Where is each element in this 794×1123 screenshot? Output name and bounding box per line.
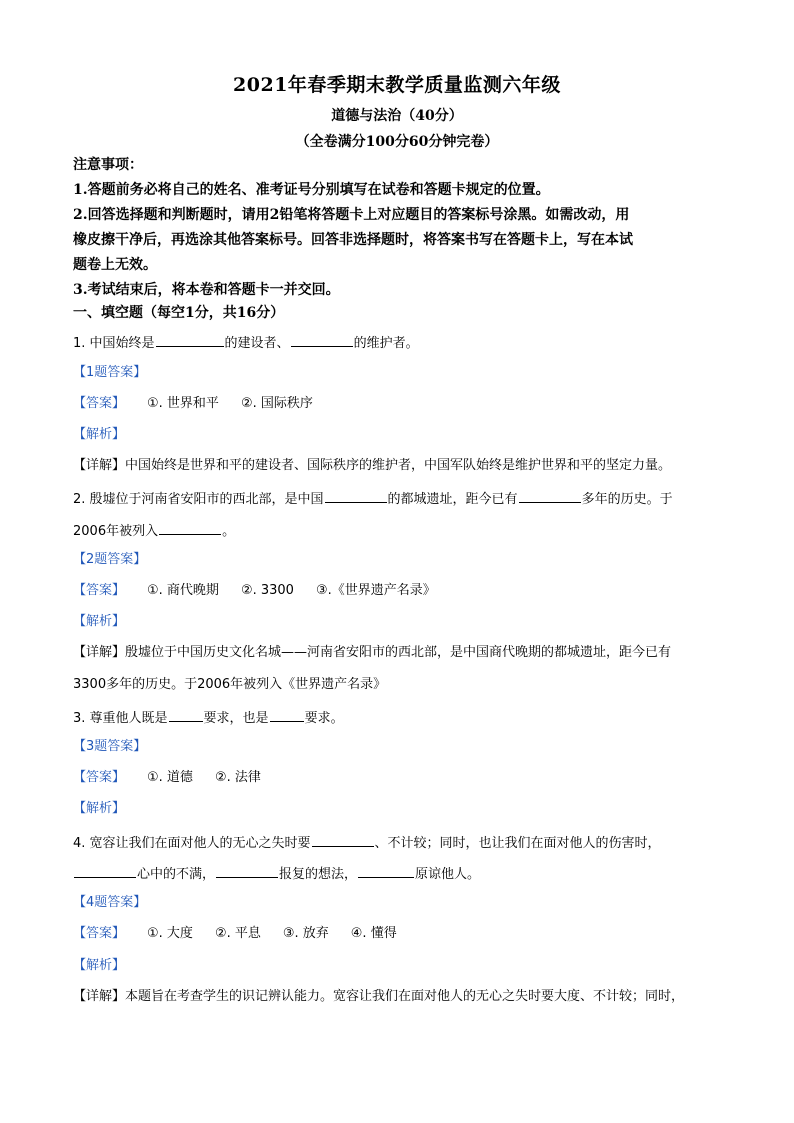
q4-analysis-tag: 【解析】 bbox=[73, 958, 126, 973]
answer-blank bbox=[216, 863, 278, 878]
question-1: 1. 中国始终是 的建设者、 的维护者。 bbox=[73, 332, 419, 353]
section-heading: 一、填空题（每空1分，共16分） bbox=[73, 305, 285, 321]
notice-item-1: 1.答题前务必将自己的姓名、准考证号分别填写在试卷和答题卡规定的位置。 bbox=[73, 182, 550, 198]
q3-answer-tag: 【3题答案】 bbox=[73, 739, 147, 754]
answer-blank bbox=[325, 488, 387, 503]
q2-answer-tag: 【2题答案】 bbox=[73, 552, 147, 567]
q2-analysis-tag: 【解析】 bbox=[73, 614, 126, 629]
notice-item-3: 3.考试结束后，将本卷和答题卡一并交回。 bbox=[73, 282, 340, 298]
q4-answer-tag: 【4题答案】 bbox=[73, 895, 147, 910]
q2-detail-line-2: 3300多年的历史。于2006年被列入《世界遗产名录》 bbox=[73, 677, 387, 692]
answer-blank bbox=[74, 863, 136, 878]
q1-answer: 【答案】 ①. 世界和平 ②. 国际秩序 bbox=[73, 396, 313, 411]
q3-answer: 【答案】 ①. 道德 ②. 法律 bbox=[73, 770, 261, 785]
answer-blank bbox=[312, 832, 374, 847]
answer-blank bbox=[169, 707, 203, 722]
question-4-line-1: 4. 宽容让我们在面对他人的无心之失时要 、不计较；同时，也让我们在面对他人的伤害时， bbox=[73, 832, 661, 853]
q1-detail: 【详解】中国始终是世界和平的建设者、国际秩序的维护者，中国军队始终是维护世界和平的坚定力量。 bbox=[73, 458, 672, 473]
q3-analysis-tag: 【解析】 bbox=[73, 801, 126, 816]
notice-heading: 注意事项： bbox=[73, 157, 143, 173]
answer-blank bbox=[358, 863, 414, 878]
q4-answer: 【答案】 ①. 大度 ②. 平息 ③. 放弃 ④. 懂得 bbox=[73, 926, 397, 941]
subject-subtitle: 道德与法治（40分） bbox=[331, 108, 463, 124]
notice-item-2-line-2: 橡皮擦干净后，再选涂其他答案标号。回答非选择题时，将答案书写在答题卡上，写在本试 bbox=[73, 232, 633, 248]
question-4-line-2: 心中的不满， 报复的想法， 原谅他人。 bbox=[73, 863, 480, 884]
q2-answer: 【答案】 ①. 商代晚期 ②. 3300 ③.《世界遗产名录》 bbox=[73, 583, 436, 598]
question-2-line-2: 2006年被列入 。 bbox=[73, 520, 235, 541]
answer-blank bbox=[291, 332, 353, 347]
answer-blank bbox=[159, 520, 221, 535]
answer-blank bbox=[156, 332, 224, 347]
q1-analysis-tag: 【解析】 bbox=[73, 427, 126, 442]
question-2-line-1: 2. 殷墟位于河南省安阳市的西北部，是中国 的都城遗址，距今已有 多年的历史。于 bbox=[73, 488, 673, 509]
notice-item-2-line-1: 2.回答选择题和判断题时，请用2铅笔将答题卡上对应题目的答案标号涂黑。如需改动，用 bbox=[73, 207, 630, 223]
page-title: 2021年春季期末教学质量监测六年级 bbox=[233, 74, 561, 96]
notice-item-2-line-3: 题卷上无效。 bbox=[73, 257, 157, 273]
question-3: 3. 尊重他人既是 要求，也是 要求。 bbox=[73, 707, 344, 728]
q1-answer-tag: 【1题答案】 bbox=[73, 365, 147, 380]
answer-blank bbox=[270, 707, 304, 722]
q4-detail: 【详解】本题旨在考查学生的识记辨认能力。宽容让我们在面对他人的无心之失时要大度、不计较；同时， bbox=[73, 989, 685, 1004]
q2-detail-line-1: 【详解】殷墟位于中国历史文化名城——河南省安阳市的西北部，是中国商代晚期的都城遗址，距今已有 bbox=[73, 645, 672, 660]
answer-blank bbox=[519, 488, 581, 503]
score-time-note: （全卷满分100分60分钟完卷） bbox=[295, 134, 499, 150]
